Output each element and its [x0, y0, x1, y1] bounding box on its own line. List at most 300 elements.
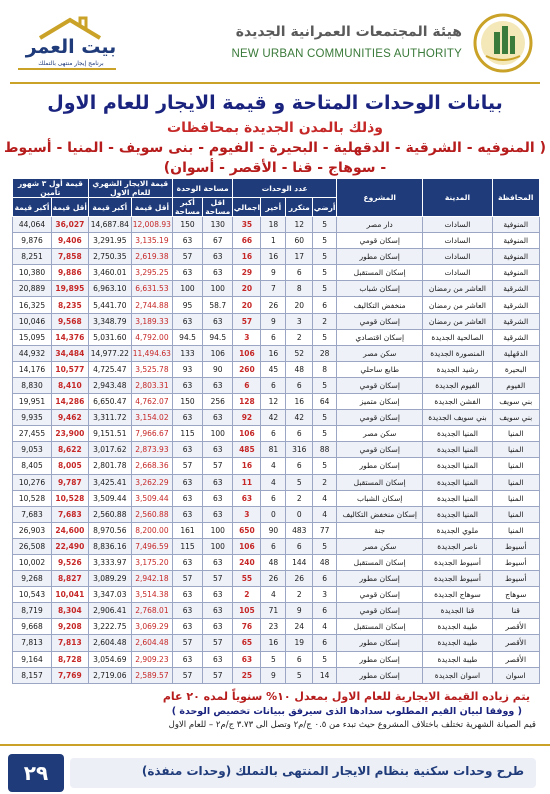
header-max-value: أكبر قيمة	[88, 198, 131, 217]
table-cell: 8,830	[13, 377, 52, 393]
table-cell: قنا الجديدة	[423, 603, 492, 619]
table-cell: ناصر الجديدة	[423, 538, 492, 554]
table-cell: 650	[233, 522, 261, 538]
table-cell: 2,873.93	[131, 442, 172, 458]
table-cell: 44,932	[13, 345, 52, 361]
table-cell: 133	[172, 345, 202, 361]
table-cell: 260	[233, 361, 261, 377]
table-cell: 8,836.16	[88, 538, 131, 554]
table-cell: منخفض التكاليف	[337, 297, 423, 313]
table-cell: 105	[233, 603, 261, 619]
table-row	[13, 377, 540, 393]
table-cell: 63	[203, 265, 233, 281]
table-cell: 9,876	[13, 233, 52, 249]
table-row	[13, 490, 540, 506]
table-cell: 4	[313, 506, 337, 522]
table-cell: المنيا	[492, 506, 540, 522]
table-cell: 26	[261, 571, 286, 587]
table-cell: المنيا الجديدة	[423, 490, 492, 506]
table-cell: 77	[313, 522, 337, 538]
table-cell: 144	[286, 554, 313, 570]
table-cell: 5	[313, 265, 337, 281]
table-cell: 7,966.67	[131, 426, 172, 442]
table-cell: المنيا الجديدة	[423, 442, 492, 458]
table-cell: 6	[313, 603, 337, 619]
table-cell: سكن مصر	[337, 538, 423, 554]
table-cell: 2,719.06	[88, 667, 131, 683]
table-cell: 8,200.00	[131, 522, 172, 538]
table-cell: 14,687.84	[88, 217, 131, 233]
table-cell: 19,951	[13, 394, 52, 410]
table-row	[13, 265, 540, 281]
table-cell: المنوفية	[492, 265, 540, 281]
table-cell: المنيا	[492, 426, 540, 442]
table-cell: 2,943.48	[88, 377, 131, 393]
header-units-count: عدد الوحدات	[233, 179, 337, 198]
table-cell: 6,631.53	[131, 281, 172, 297]
table-cell: 8,304	[51, 603, 88, 619]
table-cell: 3,311.72	[88, 410, 131, 426]
page-number: ٢٩	[8, 754, 64, 792]
table-cell: 24	[286, 619, 313, 635]
table-cell: 14,977.22	[88, 345, 131, 361]
table-cell: 2,589.57	[131, 667, 172, 683]
table-cell: أسيوط	[492, 571, 540, 587]
table-cell: 9,787	[51, 474, 88, 490]
table-cell: 5	[313, 281, 337, 297]
table-cell: 1	[261, 233, 286, 249]
table-cell: 6	[313, 635, 337, 651]
table-row	[13, 442, 540, 458]
table-cell: 150	[172, 217, 202, 233]
table-cell: 10,041	[51, 587, 88, 603]
table-cell: إسكان مطور	[337, 651, 423, 667]
table-cell: 10,577	[51, 361, 88, 377]
table-cell: 3,295.25	[131, 265, 172, 281]
table-cell: 63	[203, 410, 233, 426]
table-cell: إسكان شباب	[337, 281, 423, 297]
table-cell: 11	[233, 474, 261, 490]
table-cell: 42	[286, 410, 313, 426]
table-cell: 5	[313, 651, 337, 667]
table-cell: 3,460.01	[88, 265, 131, 281]
table-cell: إسكان منخفض التكاليف	[337, 506, 423, 522]
table-cell: 63	[172, 554, 202, 570]
table-cell: جنة	[337, 522, 423, 538]
table-cell: المنوفية	[492, 249, 540, 265]
table-cell: 0	[261, 506, 286, 522]
header-max-area: أكبر مساحة	[172, 198, 202, 217]
table-cell: 0	[286, 506, 313, 522]
table-cell: 57	[203, 458, 233, 474]
table-cell: إسكان مطور	[337, 458, 423, 474]
table-cell: 2,560.88	[131, 506, 172, 522]
table-cell: 8	[313, 361, 337, 377]
table-cell: 5	[313, 233, 337, 249]
table-cell: 17	[286, 249, 313, 265]
table-cell: 3	[233, 506, 261, 522]
table-cell: 48	[261, 554, 286, 570]
table-cell: 10,276	[13, 474, 52, 490]
table-cell: 5	[313, 217, 337, 233]
table-cell: 63	[203, 249, 233, 265]
table-cell: 2,750.35	[88, 249, 131, 265]
table-cell: طيبة الجديدة	[423, 619, 492, 635]
table-cell: 10,528	[13, 490, 52, 506]
authority-name-arabic: هيئة المجتمعات العمرانية الجديدة	[235, 24, 462, 40]
table-cell: 4	[313, 490, 337, 506]
table-cell: 52	[286, 345, 313, 361]
table-cell: بني سويف	[492, 410, 540, 426]
table-cell: الشرقية	[492, 313, 540, 329]
table-cell: السادات	[423, 233, 492, 249]
table-cell: قنا	[492, 603, 540, 619]
table-cell: 12	[286, 217, 313, 233]
table-cell: 20,889	[13, 281, 52, 297]
table-cell: 8,157	[13, 667, 52, 683]
page-title: بيانات الوحدات المتاحة و قيمة الايجار للعام الاول	[47, 92, 503, 114]
table-cell: 3,348.79	[88, 313, 131, 329]
table-cell: 57	[172, 458, 202, 474]
table-cell: 42	[261, 410, 286, 426]
table-cell: 16	[261, 249, 286, 265]
table-cell: 63	[172, 587, 202, 603]
table-cell: 15,095	[13, 329, 52, 345]
table-cell: إسكان قومي	[337, 313, 423, 329]
table-cell: 63	[172, 506, 202, 522]
header-unit-area: مساحة الوحدة	[172, 179, 232, 198]
table-cell: 26,903	[13, 522, 52, 538]
table-cell: 10,002	[13, 554, 52, 570]
table-cell: 5	[313, 538, 337, 554]
table-cell: 63	[172, 265, 202, 281]
table-row	[13, 619, 540, 635]
table-cell: 3,175.20	[131, 554, 172, 570]
table-cell: 3,525.78	[131, 361, 172, 377]
table-cell: 2,668.36	[131, 458, 172, 474]
table-cell: 9,526	[51, 554, 88, 570]
table-cell: 92	[233, 410, 261, 426]
table-cell: 106	[233, 426, 261, 442]
table-cell: 2	[313, 313, 337, 329]
table-cell: الفيوم الجديدة	[423, 377, 492, 393]
table-cell: 63	[203, 490, 233, 506]
table-cell: 485	[233, 442, 261, 458]
header-project: المشروع	[337, 179, 423, 217]
table-cell: إسكان مطور	[337, 571, 423, 587]
table-cell: إسكان المستقبل	[337, 554, 423, 570]
table-cell: 95	[172, 297, 202, 313]
table-cell: الدقهلية	[492, 345, 540, 361]
table-cell: 34,484	[51, 345, 88, 361]
table-cell: 130	[203, 217, 233, 233]
table-cell: 8,970.56	[88, 522, 131, 538]
table-cell: الأقصر	[492, 619, 540, 635]
table-cell: طيبة الجديدة	[423, 651, 492, 667]
table-cell: 3,509.44	[131, 490, 172, 506]
table-cell: 9	[261, 313, 286, 329]
table-row	[13, 217, 540, 233]
table-cell: 90	[203, 361, 233, 377]
table-cell: دار مصر	[337, 217, 423, 233]
table-cell: 2,803.31	[131, 377, 172, 393]
table-cell: 3,347.03	[88, 587, 131, 603]
table-cell: 8,405	[13, 458, 52, 474]
table-cell: 14,286	[51, 394, 88, 410]
table-cell: 2,604.48	[131, 635, 172, 651]
table-cell: 316	[286, 442, 313, 458]
table-cell: 64	[313, 394, 337, 410]
table-cell: إسكان المستقبل	[337, 619, 423, 635]
table-cell: 58.7	[203, 297, 233, 313]
table-cell: 57	[203, 571, 233, 587]
table-cell: 63	[172, 474, 202, 490]
table-cell: أسيوط	[492, 538, 540, 554]
table-cell: السادات	[423, 265, 492, 281]
table-cell: 63	[203, 603, 233, 619]
table-cell: 65	[233, 635, 261, 651]
table-cell: 5	[286, 667, 313, 683]
footer-text: طرح وحدات سكنية بنظام الايجار المنتهى بالتملك (وحدات منفذة)	[141, 764, 524, 778]
table-cell: 48	[286, 361, 313, 377]
table-cell: 9,053	[13, 442, 52, 458]
table-cell: 5	[261, 651, 286, 667]
table-cell: المنوفية	[492, 217, 540, 233]
table-cell: إسكان اقتصادي	[337, 329, 423, 345]
table-cell: 2,768.01	[131, 603, 172, 619]
table-cell: المنيا الجديدة	[423, 474, 492, 490]
authority-name-english: NEW URBAN COMMUNITIES AUTHORITY	[231, 48, 462, 60]
table-cell: 7,813	[51, 635, 88, 651]
table-cell: 3,054.69	[88, 651, 131, 667]
table-row	[13, 313, 540, 329]
table-row	[13, 329, 540, 345]
table-cell: 8	[286, 281, 313, 297]
header-ins-max: أكبر قيمة	[13, 198, 52, 217]
table-cell: 16,325	[13, 297, 52, 313]
table-row	[13, 410, 540, 426]
table-cell: الفشن الجديدة	[423, 394, 492, 410]
table-cell: 88	[313, 442, 337, 458]
table-cell: 8,235	[51, 297, 88, 313]
table-cell: 10,046	[13, 313, 52, 329]
table-row	[13, 522, 540, 538]
table-cell: 9	[261, 265, 286, 281]
table-cell: 10,380	[13, 265, 52, 281]
table-row	[13, 345, 540, 361]
table-cell: 48	[313, 554, 337, 570]
table-cell: الأقصر	[492, 635, 540, 651]
table-cell: 5,441.70	[88, 297, 131, 313]
payment-schedule-note: ( ووفقا لبيان القيم المطلوب سدادها الذى سيرفق ببيانات تخصيص الوحدة )	[171, 706, 522, 717]
table-cell: العاشر من رمضان	[423, 313, 492, 329]
table-cell: إسكان قومي	[337, 603, 423, 619]
table-cell: 6	[286, 538, 313, 554]
table-cell: إسكان قومي	[337, 377, 423, 393]
table-cell: سكن مصر	[337, 345, 423, 361]
table-row	[13, 651, 540, 667]
table-cell: المنيا	[492, 522, 540, 538]
table-cell: العاشر من رمضان	[423, 297, 492, 313]
table-cell: 2	[286, 329, 313, 345]
page-subtitle: وذلك بالمدن الجديدة بمحافظات	[167, 120, 383, 136]
table-cell: 16	[233, 249, 261, 265]
table-row	[13, 554, 540, 570]
table-cell: 16	[233, 458, 261, 474]
table-cell: 57	[172, 667, 202, 683]
units-table-body	[13, 217, 540, 684]
table-cell: 24,600	[51, 522, 88, 538]
table-cell: اسوان الجديدة	[423, 667, 492, 683]
table-cell: إسكان مطور	[337, 249, 423, 265]
table-cell: 35	[233, 217, 261, 233]
table-cell: 9,935	[13, 410, 52, 426]
table-cell: أسيوط	[492, 554, 540, 570]
table-cell: 100	[203, 281, 233, 297]
table-row	[13, 603, 540, 619]
table-cell: سكن مصر	[337, 426, 423, 442]
header-min-value: أقل قيمة	[131, 198, 172, 217]
table-cell: 240	[233, 554, 261, 570]
governorates-line-2: - سوهاج - قنا - الأقصر - أسوان)	[163, 160, 387, 176]
table-cell: إسكان قومي	[337, 442, 423, 458]
table-cell: 9,208	[51, 619, 88, 635]
table-cell: 6	[261, 538, 286, 554]
table-cell: 66	[233, 233, 261, 249]
program-subtitle: برنامج إيجار منتهى بالتملك	[38, 60, 104, 67]
table-cell: 8,728	[51, 651, 88, 667]
header-monthly-rent: قيمة الايجار الشهري للعام الاول	[88, 179, 172, 198]
table-cell: 63	[172, 442, 202, 458]
table-cell: 14	[313, 667, 337, 683]
table-cell: 4,725.47	[88, 361, 131, 377]
table-cell: 11,494.63	[131, 345, 172, 361]
table-row	[13, 587, 540, 603]
table-cell: 7	[261, 281, 286, 297]
table-cell: 8,827	[51, 571, 88, 587]
table-cell: الشرقية	[492, 297, 540, 313]
header-governorate: المحافظة	[492, 179, 540, 217]
header-ground: أرضي	[313, 198, 337, 217]
table-cell: 67	[203, 233, 233, 249]
table-cell: 6	[286, 458, 313, 474]
table-cell: المنوفية	[492, 233, 540, 249]
table-cell: 5	[313, 249, 337, 265]
table-cell: 2	[233, 587, 261, 603]
table-cell: 3,291.95	[88, 233, 131, 249]
table-cell: 57	[233, 313, 261, 329]
table-cell: السادات	[423, 217, 492, 233]
table-cell: 23	[261, 619, 286, 635]
table-row	[13, 281, 540, 297]
table-cell: 3	[313, 587, 337, 603]
table-cell: رشيد الجديدة	[423, 361, 492, 377]
table-cell: إسكان مطور	[337, 635, 423, 651]
table-cell: 106	[233, 538, 261, 554]
header-repeated: متكرر	[286, 198, 313, 217]
table-cell: اسوان	[492, 667, 540, 683]
table-row	[13, 635, 540, 651]
table-cell: 5	[313, 329, 337, 345]
table-cell: 3,089.29	[88, 571, 131, 587]
table-cell: 115	[172, 426, 202, 442]
table-cell: 9,462	[51, 410, 88, 426]
table-cell: 63	[203, 474, 233, 490]
table-cell: 100	[203, 538, 233, 554]
table-cell: 6	[261, 329, 286, 345]
table-cell: طيبة الجديدة	[423, 635, 492, 651]
nuca-emblem-icon	[472, 12, 534, 74]
table-cell: 63	[203, 377, 233, 393]
table-cell: 18	[261, 217, 286, 233]
table-cell: 115	[172, 538, 202, 554]
table-cell: طابع ساحلي	[337, 361, 423, 377]
table-cell: 2	[286, 587, 313, 603]
table-cell: 2,619.38	[131, 249, 172, 265]
table-cell: 6	[261, 377, 286, 393]
table-cell: 10,543	[13, 587, 52, 603]
table-row	[13, 297, 540, 313]
table-cell: إسكان قومي	[337, 410, 423, 426]
table-cell: المنيا	[492, 474, 540, 490]
table-cell: 81	[261, 442, 286, 458]
table-row	[13, 667, 540, 683]
table-cell: سوهاج الجديدة	[423, 587, 492, 603]
table-cell: 3,154.02	[131, 410, 172, 426]
table-cell: 4	[261, 474, 286, 490]
table-row	[13, 361, 540, 377]
table-cell: 63	[172, 233, 202, 249]
table-cell: 63	[203, 587, 233, 603]
table-cell: 63	[233, 490, 261, 506]
table-cell: 20	[286, 297, 313, 313]
table-cell: 7,858	[51, 249, 88, 265]
table-cell: 57	[203, 667, 233, 683]
table-cell: 26,508	[13, 538, 52, 554]
table-cell: 8,719	[13, 603, 52, 619]
table-cell: 16	[286, 394, 313, 410]
table-cell: 100	[203, 426, 233, 442]
table-cell: 63	[172, 619, 202, 635]
table-cell: 8,005	[51, 458, 88, 474]
header	[0, 0, 550, 86]
table-cell: 2,604.48	[88, 635, 131, 651]
header-insurance: قيمة أول ٣ شهور تأمين	[13, 179, 89, 198]
table-cell: البحيرة	[492, 361, 540, 377]
maintenance-note: قيم الصيانة الشهرية تختلف باختلاف المشروع حيث تبدء من ٠.٥ ج/م٢ وتصل الى ٣.٧٣ ج/م٢ – للعام الاول	[168, 720, 536, 730]
table-cell: بني سويف الجديدة	[423, 410, 492, 426]
table-cell: أسيوط الجديدة	[423, 571, 492, 587]
table-cell: 7,496.59	[131, 538, 172, 554]
table-cell: 2,560.88	[88, 506, 131, 522]
table-cell: 9	[261, 667, 286, 683]
table-cell: 3,425.41	[88, 474, 131, 490]
table-cell: 2,744.88	[131, 297, 172, 313]
table-cell: 63	[203, 442, 233, 458]
table-cell: 100	[203, 522, 233, 538]
table-cell: الفيوم	[492, 377, 540, 393]
table-cell: 57	[172, 635, 202, 651]
table-cell: الصالحية الجديدة	[423, 329, 492, 345]
governorates-line-1: ( المنوفيه - الشرقية - الدقهلية - البحيرة - الفيوم - بنى سويف - المنيا - أسيوط	[4, 140, 546, 156]
table-cell: 3,509.44	[88, 490, 131, 506]
table-cell: سوهاج	[492, 587, 540, 603]
table-cell: 3,069.29	[131, 619, 172, 635]
table-cell: 100	[172, 281, 202, 297]
table-cell: 63	[172, 651, 202, 667]
table-cell: إسكان قومي	[337, 233, 423, 249]
table-cell: 4	[313, 619, 337, 635]
